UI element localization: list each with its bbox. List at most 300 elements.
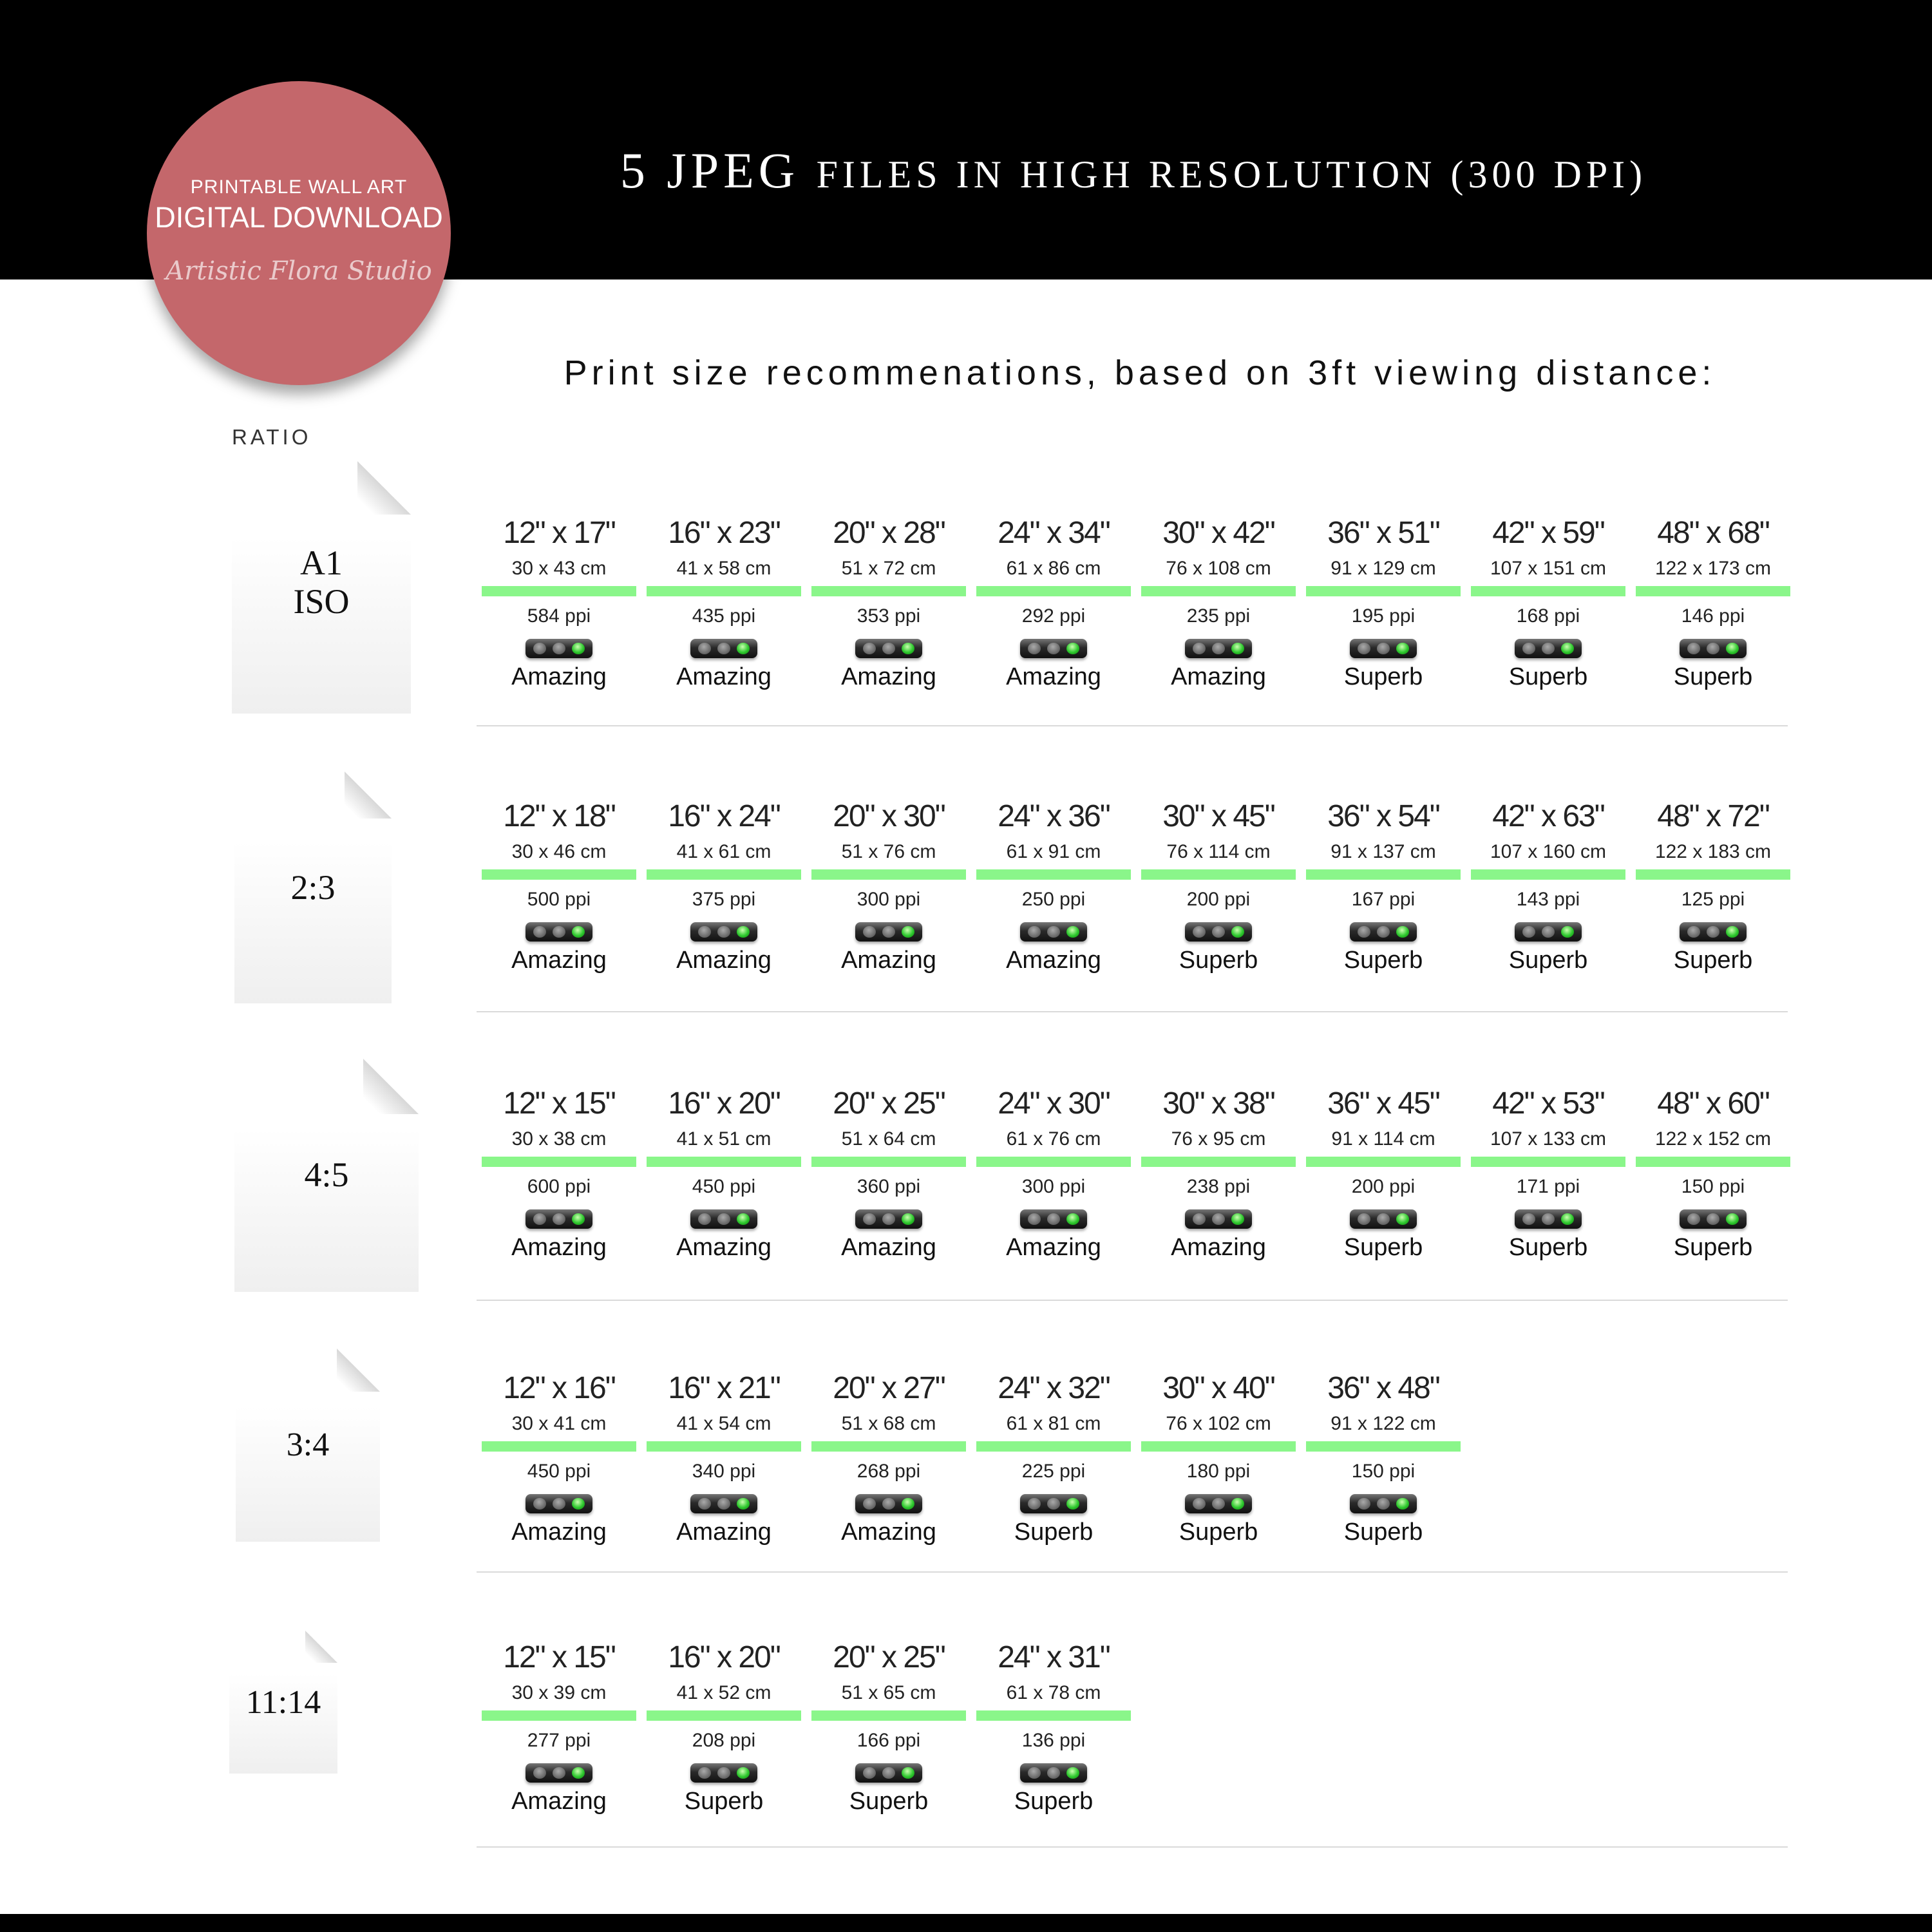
traffic-light-icon [526, 639, 592, 658]
size-centimeters: 41 x 61 cm [676, 841, 772, 862]
size-centimeters: 51 x 65 cm [841, 1682, 936, 1703]
quality-rating: Amazing [1006, 1234, 1101, 1261]
off-light-icon [863, 1767, 876, 1779]
off-light-icon [882, 1213, 895, 1225]
row-divider [477, 725, 1788, 726]
size-inches: 20" x 28" [833, 516, 945, 550]
quality-bar [1471, 586, 1625, 596]
badge-line1: PRINTABLE WALL ART [190, 176, 408, 198]
green-light-icon [1231, 1498, 1244, 1510]
quality-bar [1636, 586, 1790, 596]
quality-rating: Superb [1343, 663, 1423, 690]
size-centimeters: 41 x 58 cm [676, 558, 772, 579]
off-light-icon [1212, 1498, 1225, 1510]
ppi-value: 500 ppi [527, 889, 591, 910]
green-light-icon [1066, 1498, 1079, 1510]
quality-bar [976, 1710, 1131, 1721]
off-light-icon [1707, 1213, 1719, 1225]
size-inches: 36" x 51" [1327, 516, 1439, 550]
badge-signature: Artistic Flora Studio [166, 256, 432, 286]
size-inches: 12" x 15" [503, 1086, 615, 1121]
size-inches: 12" x 16" [503, 1371, 615, 1405]
ppi-value: 340 ppi [692, 1461, 756, 1482]
ppi-value: 277 ppi [527, 1730, 591, 1751]
row-divider [477, 1011, 1788, 1012]
off-light-icon [553, 1498, 565, 1510]
traffic-light-icon [526, 1494, 592, 1513]
size-centimeters: 91 x 129 cm [1331, 558, 1436, 579]
quality-rating: Superb [1179, 947, 1258, 974]
ppi-value: 166 ppi [857, 1730, 921, 1751]
quality-bar [482, 869, 636, 880]
green-light-icon [1231, 643, 1244, 654]
green-light-icon [1396, 926, 1409, 938]
quality-bar [647, 586, 801, 596]
off-light-icon [698, 643, 711, 654]
size-centimeters: 41 x 51 cm [676, 1128, 772, 1150]
size-inches: 16" x 20" [668, 1640, 780, 1674]
quality-bar [482, 1710, 636, 1721]
off-light-icon [1542, 926, 1555, 938]
off-light-icon [553, 926, 565, 938]
off-light-icon [1358, 643, 1370, 654]
size-centimeters: 61 x 91 cm [1006, 841, 1101, 862]
quality-bar [811, 1157, 966, 1167]
off-light-icon [717, 1767, 730, 1779]
quality-bar [976, 586, 1131, 596]
green-light-icon [1066, 1767, 1079, 1779]
green-light-icon [737, 1498, 750, 1510]
row-divider [477, 1300, 1788, 1301]
quality-rating: Superb [1014, 1788, 1094, 1815]
size-inches: 16" x 20" [668, 1086, 780, 1121]
quality-bar [1141, 1441, 1296, 1452]
quality-rating: Superb [1343, 1234, 1423, 1261]
size-inches: 16" x 21" [668, 1371, 780, 1405]
ratio-label-text: 2:3 [290, 868, 336, 907]
size-inches: 20" x 27" [833, 1371, 945, 1405]
green-light-icon [572, 1213, 585, 1225]
traffic-light-icon [855, 639, 922, 658]
quality-rating: Superb [1343, 947, 1423, 974]
traffic-light-icon [1350, 922, 1417, 942]
ppi-value: 360 ppi [857, 1176, 921, 1197]
traffic-light-icon [1185, 1494, 1252, 1513]
traffic-light-icon [1020, 922, 1087, 942]
ppi-value: 300 ppi [857, 889, 921, 910]
page-fold-corner [357, 461, 411, 515]
green-light-icon [737, 1213, 750, 1225]
traffic-light-icon [1515, 1209, 1582, 1229]
size-inches: 36" x 45" [1327, 1086, 1439, 1121]
quality-bar [1141, 1157, 1296, 1167]
subtitle: Print size recommenations, based on 3ft viewing distance: [564, 354, 1716, 392]
quality-bar [647, 869, 801, 880]
green-light-icon [902, 643, 914, 654]
ppi-value: 435 ppi [692, 605, 756, 627]
traffic-light-icon [1515, 922, 1582, 942]
quality-rating: Amazing [841, 947, 936, 974]
ppi-value: 584 ppi [527, 605, 591, 627]
size-centimeters: 76 x 95 cm [1171, 1128, 1266, 1150]
size-centimeters: 107 x 151 cm [1490, 558, 1607, 579]
off-light-icon [1377, 1213, 1390, 1225]
green-light-icon [1231, 1213, 1244, 1225]
off-light-icon [1687, 1213, 1700, 1225]
size-inches: 20" x 25" [833, 1086, 945, 1121]
off-light-icon [1047, 1767, 1060, 1779]
size-centimeters: 41 x 54 cm [676, 1413, 772, 1434]
page-fold-corner [363, 1059, 419, 1114]
quality-rating: Amazing [1006, 947, 1101, 974]
size-inches: 24" x 32" [998, 1371, 1110, 1405]
off-light-icon [1687, 643, 1700, 654]
size-centimeters: 30 x 38 cm [511, 1128, 607, 1150]
size-inches: 42" x 59" [1492, 516, 1604, 550]
green-light-icon [1396, 1213, 1409, 1225]
off-light-icon [1542, 643, 1555, 654]
size-inches: 30" x 45" [1162, 799, 1274, 833]
ppi-value: 292 ppi [1021, 605, 1086, 627]
off-light-icon [1047, 1498, 1060, 1510]
off-light-icon [1522, 1213, 1535, 1225]
off-light-icon [1377, 926, 1390, 938]
off-light-icon [533, 1767, 546, 1779]
traffic-light-icon [1020, 1494, 1087, 1513]
off-light-icon [1028, 1498, 1041, 1510]
green-light-icon [1726, 643, 1739, 654]
size-centimeters: 61 x 78 cm [1006, 1682, 1101, 1703]
ppi-value: 450 ppi [692, 1176, 756, 1197]
off-light-icon [698, 1767, 711, 1779]
ratio-label-text: A1 ISO [293, 544, 350, 621]
size-centimeters: 107 x 160 cm [1490, 841, 1607, 862]
off-light-icon [882, 643, 895, 654]
quality-bar [811, 869, 966, 880]
quality-bar [1306, 586, 1461, 596]
ppi-value: 200 ppi [1186, 889, 1251, 910]
green-light-icon [1396, 643, 1409, 654]
size-centimeters: 51 x 76 cm [841, 841, 936, 862]
quality-rating: Superb [1343, 1519, 1423, 1546]
traffic-light-icon [526, 922, 592, 942]
green-light-icon [572, 1767, 585, 1779]
quality-rating: Superb [1508, 663, 1588, 690]
size-centimeters: 91 x 122 cm [1331, 1413, 1436, 1434]
off-light-icon [1047, 643, 1060, 654]
size-inches: 12" x 17" [503, 516, 615, 550]
quality-bar [976, 1441, 1131, 1452]
off-light-icon [1542, 1213, 1555, 1225]
off-light-icon [553, 643, 565, 654]
quality-bar [1141, 586, 1296, 596]
green-light-icon [902, 1213, 914, 1225]
ppi-value: 208 ppi [692, 1730, 756, 1751]
quality-rating: Amazing [511, 1519, 607, 1546]
quality-rating: Superb [1508, 947, 1588, 974]
size-inches: 30" x 42" [1162, 516, 1274, 550]
ppi-value: 168 ppi [1516, 605, 1580, 627]
ppi-value: 268 ppi [857, 1461, 921, 1482]
size-centimeters: 122 x 173 cm [1654, 558, 1772, 579]
ppi-value: 375 ppi [692, 889, 756, 910]
quality-bar [482, 586, 636, 596]
traffic-light-icon [855, 922, 922, 942]
quality-bar [482, 1441, 636, 1452]
digital-download-badge [147, 81, 451, 385]
green-light-icon [1726, 926, 1739, 938]
ppi-value: 195 ppi [1351, 605, 1416, 627]
off-light-icon [533, 926, 546, 938]
ratio-label-text: 3:4 [286, 1426, 330, 1463]
off-light-icon [553, 1767, 565, 1779]
off-light-icon [1687, 926, 1700, 938]
page-fold-corner [345, 772, 392, 819]
off-light-icon [1358, 926, 1370, 938]
size-inches: 12" x 18" [503, 799, 615, 833]
traffic-light-icon [690, 1209, 757, 1229]
size-centimeters: 30 x 43 cm [511, 558, 607, 579]
size-centimeters: 76 x 108 cm [1166, 558, 1271, 579]
traffic-light-icon [690, 1494, 757, 1513]
size-inches: 20" x 30" [833, 799, 945, 833]
off-light-icon [1522, 926, 1535, 938]
ppi-value: 180 ppi [1186, 1461, 1251, 1482]
green-light-icon [737, 926, 750, 938]
quality-rating: Superb [1673, 947, 1753, 974]
size-centimeters: 30 x 41 cm [511, 1413, 607, 1434]
ppi-value: 450 ppi [527, 1461, 591, 1482]
quality-bar [811, 1441, 966, 1452]
size-inches: 48" x 72" [1657, 799, 1769, 833]
off-light-icon [717, 926, 730, 938]
size-centimeters: 107 x 133 cm [1490, 1128, 1607, 1150]
traffic-light-icon [1350, 1494, 1417, 1513]
off-light-icon [698, 1213, 711, 1225]
quality-rating: Amazing [841, 663, 936, 690]
size-centimeters: 122 x 152 cm [1654, 1128, 1772, 1150]
off-light-icon [1377, 643, 1390, 654]
size-inches: 24" x 31" [998, 1640, 1110, 1674]
ppi-value: 167 ppi [1351, 889, 1416, 910]
quality-rating: Amazing [676, 947, 772, 974]
off-light-icon [863, 1498, 876, 1510]
quality-bar [811, 1710, 966, 1721]
green-light-icon [1231, 926, 1244, 938]
traffic-light-icon [690, 1763, 757, 1783]
traffic-light-icon [855, 1494, 922, 1513]
size-inches: 48" x 68" [1657, 516, 1769, 550]
off-light-icon [882, 1498, 895, 1510]
green-light-icon [1561, 1213, 1574, 1225]
off-light-icon [1358, 1498, 1370, 1510]
quality-rating: Amazing [511, 1234, 607, 1261]
off-light-icon [1028, 1213, 1041, 1225]
off-light-icon [882, 926, 895, 938]
quality-bar [647, 1441, 801, 1452]
quality-bar [647, 1157, 801, 1167]
quality-rating: Amazing [511, 947, 607, 974]
traffic-light-icon [690, 922, 757, 942]
off-light-icon [1193, 1498, 1206, 1510]
ppi-value: 225 ppi [1021, 1461, 1086, 1482]
page-fold-corner [337, 1349, 380, 1392]
size-inches: 30" x 38" [1162, 1086, 1274, 1121]
ppi-value: 250 ppi [1021, 889, 1086, 910]
green-light-icon [737, 643, 750, 654]
off-light-icon [1212, 643, 1225, 654]
quality-rating: Amazing [841, 1234, 936, 1261]
ppi-value: 235 ppi [1186, 605, 1251, 627]
traffic-light-icon [690, 639, 757, 658]
quality-bar [1141, 869, 1296, 880]
size-centimeters: 76 x 114 cm [1166, 841, 1271, 862]
size-centimeters: 30 x 39 cm [511, 1682, 607, 1703]
size-inches: 36" x 48" [1327, 1371, 1439, 1405]
off-light-icon [717, 1213, 730, 1225]
quality-rating: Amazing [676, 1234, 772, 1261]
size-centimeters: 61 x 86 cm [1006, 558, 1101, 579]
off-light-icon [863, 1213, 876, 1225]
quality-bar [976, 1157, 1131, 1167]
size-inches: 42" x 53" [1492, 1086, 1604, 1121]
size-centimeters: 91 x 114 cm [1331, 1128, 1435, 1150]
row-divider [477, 1846, 1788, 1848]
ppi-value: 125 ppi [1681, 889, 1745, 910]
ratio-label-text: 11:14 [245, 1684, 321, 1721]
traffic-light-icon [1680, 1209, 1747, 1229]
quality-rating: Amazing [511, 1788, 607, 1815]
page-fold-corner [305, 1631, 337, 1663]
green-light-icon [1396, 1498, 1409, 1510]
quality-bar [482, 1157, 636, 1167]
traffic-light-icon [1185, 922, 1252, 942]
size-centimeters: 91 x 137 cm [1331, 841, 1436, 862]
off-light-icon [533, 1498, 546, 1510]
quality-rating: Superb [1508, 1234, 1588, 1261]
off-light-icon [1028, 926, 1041, 938]
ppi-value: 600 ppi [527, 1176, 591, 1197]
traffic-light-icon [1680, 639, 1747, 658]
green-light-icon [1726, 1213, 1739, 1225]
off-light-icon [882, 1767, 895, 1779]
off-light-icon [1377, 1498, 1390, 1510]
size-centimeters: 51 x 64 cm [841, 1128, 936, 1150]
traffic-light-icon [1020, 1209, 1087, 1229]
quality-rating: Amazing [1171, 663, 1266, 690]
off-light-icon [698, 926, 711, 938]
off-light-icon [1028, 1767, 1041, 1779]
quality-rating: Amazing [676, 1519, 772, 1546]
traffic-light-icon [1515, 639, 1582, 658]
quality-bar [1306, 1157, 1461, 1167]
green-light-icon [902, 926, 914, 938]
quality-rating: Amazing [676, 663, 772, 690]
quality-bar [1636, 869, 1790, 880]
off-light-icon [533, 1213, 546, 1225]
quality-rating: Superb [684, 1788, 764, 1815]
size-inches: 24" x 34" [998, 516, 1110, 550]
off-light-icon [1193, 643, 1206, 654]
size-inches: 20" x 25" [833, 1640, 945, 1674]
quality-rating: Amazing [1171, 1234, 1266, 1261]
traffic-light-icon [1350, 639, 1417, 658]
size-inches: 24" x 36" [998, 799, 1110, 833]
ppi-value: 300 ppi [1021, 1176, 1086, 1197]
ppi-value: 353 ppi [857, 605, 921, 627]
traffic-light-icon [526, 1209, 592, 1229]
ppi-value: 150 ppi [1351, 1461, 1416, 1482]
size-centimeters: 61 x 76 cm [1006, 1128, 1101, 1150]
green-light-icon [902, 1498, 914, 1510]
green-light-icon [902, 1767, 914, 1779]
quality-rating: Amazing [1006, 663, 1101, 690]
green-light-icon [572, 643, 585, 654]
quality-bar [1306, 1441, 1461, 1452]
off-light-icon [1358, 1213, 1370, 1225]
quality-rating: Amazing [841, 1519, 936, 1546]
off-light-icon [1212, 926, 1225, 938]
quality-rating: Superb [849, 1788, 929, 1815]
off-light-icon [1193, 926, 1206, 938]
size-centimeters: 76 x 102 cm [1166, 1413, 1271, 1434]
traffic-light-icon [855, 1209, 922, 1229]
footer-band [0, 1914, 1932, 1932]
size-centimeters: 51 x 68 cm [841, 1413, 936, 1434]
ppi-value: 143 ppi [1516, 889, 1580, 910]
size-centimeters: 51 x 72 cm [841, 558, 936, 579]
traffic-light-icon [1680, 922, 1747, 942]
size-inches: 12" x 15" [503, 1640, 615, 1674]
title-rest: FILES IN HIGH RESOLUTION (300 DPI) [816, 153, 1647, 196]
size-inches: 36" x 54" [1327, 799, 1439, 833]
green-light-icon [1561, 926, 1574, 938]
ppi-value: 238 ppi [1186, 1176, 1251, 1197]
off-light-icon [1707, 643, 1719, 654]
green-light-icon [1066, 926, 1079, 938]
quality-bar [1636, 1157, 1790, 1167]
quality-rating: Superb [1673, 1234, 1753, 1261]
title-lead: 5 JPEG [620, 142, 817, 198]
ppi-value: 136 ppi [1021, 1730, 1086, 1751]
traffic-light-icon [855, 1763, 922, 1783]
quality-bar [1306, 869, 1461, 880]
size-centimeters: 61 x 81 cm [1006, 1413, 1101, 1434]
green-light-icon [572, 1498, 585, 1510]
ppi-value: 200 ppi [1351, 1176, 1416, 1197]
traffic-light-icon [1185, 1209, 1252, 1229]
traffic-light-icon [1020, 639, 1087, 658]
badge-line2: DIGITAL DOWNLOAD [155, 201, 443, 234]
traffic-light-icon [1185, 639, 1252, 658]
off-light-icon [717, 643, 730, 654]
off-light-icon [717, 1498, 730, 1510]
off-light-icon [1522, 643, 1535, 654]
size-inches: 16" x 24" [668, 799, 780, 833]
size-inches: 42" x 63" [1492, 799, 1604, 833]
ratio-label: RATIO [232, 425, 312, 449]
size-inches: 24" x 30" [998, 1086, 1110, 1121]
quality-rating: Superb [1673, 663, 1753, 690]
off-light-icon [863, 926, 876, 938]
size-centimeters: 41 x 52 cm [676, 1682, 772, 1703]
off-light-icon [698, 1498, 711, 1510]
ppi-value: 150 ppi [1681, 1176, 1745, 1197]
size-inches: 48" x 60" [1657, 1086, 1769, 1121]
off-light-icon [1047, 1213, 1060, 1225]
ratio-label-text: 4:5 [304, 1155, 349, 1194]
page-title [489, 138, 1777, 207]
